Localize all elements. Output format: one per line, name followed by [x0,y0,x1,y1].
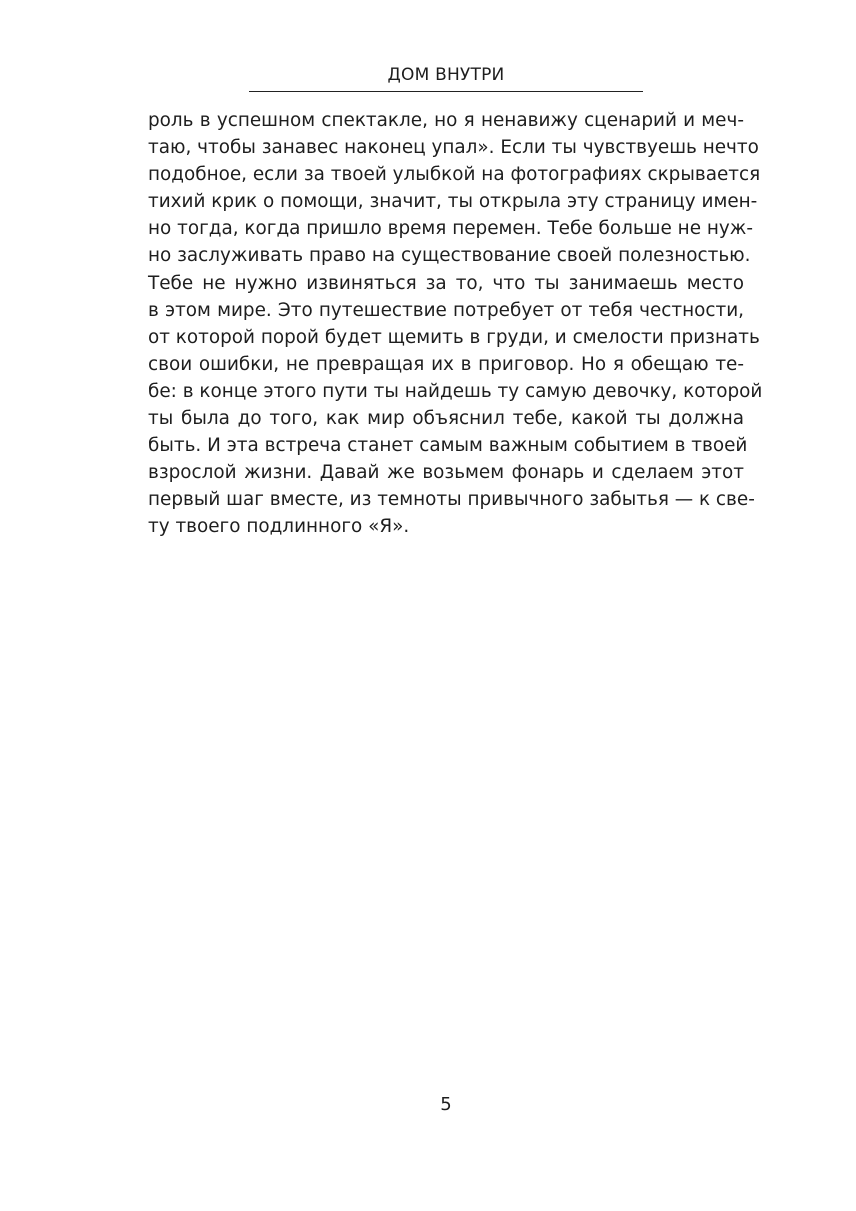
text-line: подобное, если за твоей улыбкой на фотографиях скрывается [148,164,761,186]
text-line-last: ту твоего подлинного «Я». [148,516,410,538]
text-line: таю, чтобы занавес наконец упал». Если ты чувствуешь нечто [148,137,759,159]
text-line: тихий крик о помощи, значит, ты открыла эту страницу имен- [148,191,758,213]
text-line: бе: в конце этого пути ты найдешь ту самую девочку, которой [148,380,763,402]
text-line: взрослой жизни. Давай же возьмем фонарь и сделаем этот [148,462,744,484]
text-line: ты была до того, как мир объяснил тебе, какой ты должна [148,408,744,430]
text-line: от которой порой будет щемить в груди, и смелости признать [148,326,760,348]
header-rule [249,91,643,92]
text-line: Тебе не нужно извиняться за то, что ты занимаешь место [148,272,744,294]
text-line: свои ошибки, не превращая их в приговор. Но я обещаю те- [148,353,744,375]
text-line: но заслуживать право на существование своей полезностью. [148,245,751,267]
body-paragraph [148,107,763,541]
text-line: быть. И эта встреча станет самым важным событием в твоей [148,435,748,457]
running-header-title: ДОМ ВНУТРИ [387,65,505,85]
text-line: роль в успешном спектакле, но я ненавижу сценарий и меч- [148,110,744,131]
text-line: но тогда, когда пришло время перемен. Тебе больше не нуж- [148,218,753,240]
text-line: в этом мире. Это путешествие потребует от тебя честности, [148,299,744,321]
text-line: первый шаг вместе, из темноты привычного забытья — к све- [148,489,755,511]
page-number: 5 [440,1094,452,1115]
